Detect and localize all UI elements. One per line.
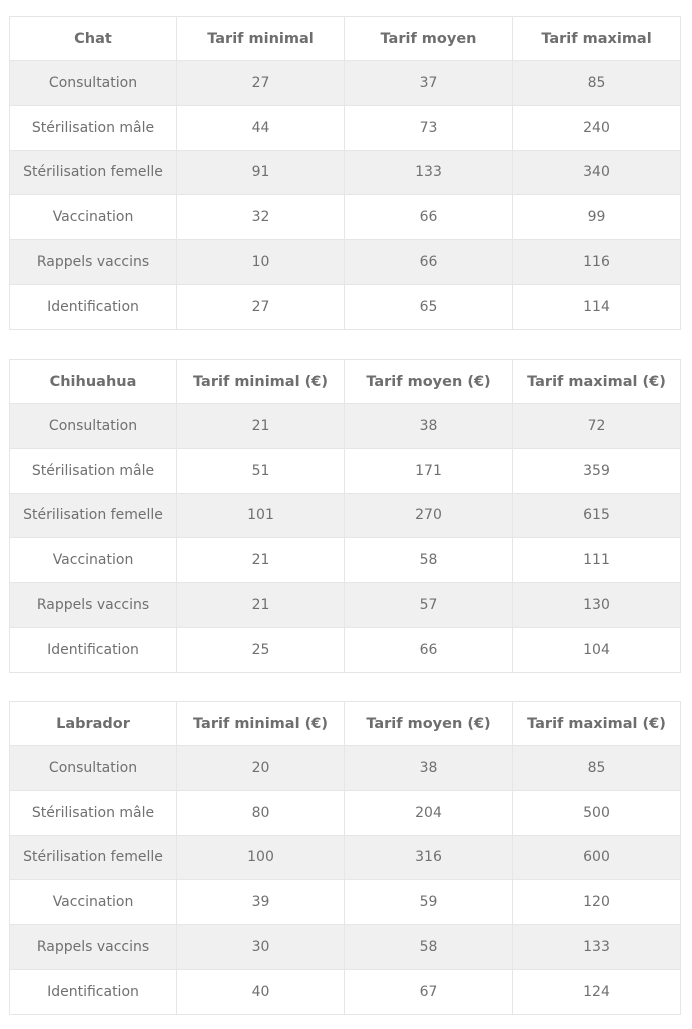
min-price-cell: 20 [177,746,345,791]
table-row [10,835,681,880]
table-header-row [10,360,681,404]
max-price-header: Tarif maximal (€) [513,360,681,404]
act-cell: Stérilisation femelle [10,835,177,880]
max-price-cell: 240 [513,105,681,150]
max-price-cell: 124 [513,969,681,1014]
act-cell: Consultation [10,61,177,106]
table-row [10,404,681,449]
max-price-cell: 359 [513,448,681,493]
table-row [10,627,681,672]
min-price-cell: 39 [177,880,345,925]
table-row [10,105,681,150]
price-table-chihuahua [9,359,681,673]
min-price-cell: 32 [177,195,345,240]
avg-price-cell: 58 [345,925,513,970]
max-price-cell: 133 [513,925,681,970]
min-price-cell: 80 [177,790,345,835]
table-row [10,195,681,240]
max-price-cell: 72 [513,404,681,449]
table-row [10,880,681,925]
max-price-cell: 500 [513,790,681,835]
max-price-cell: 85 [513,61,681,106]
act-cell: Identification [10,969,177,1014]
max-price-header: Tarif maximal (€) [513,702,681,746]
price-table-chat [9,16,681,330]
max-price-cell: 114 [513,284,681,329]
table-row [10,538,681,583]
animal-header: Labrador [10,702,177,746]
avg-price-cell: 316 [345,835,513,880]
table-row [10,284,681,329]
max-price-cell: 120 [513,880,681,925]
max-price-cell: 104 [513,627,681,672]
min-price-cell: 30 [177,925,345,970]
act-cell: Rappels vaccins [10,240,177,285]
avg-price-cell: 73 [345,105,513,150]
max-price-cell: 85 [513,746,681,791]
table-row [10,790,681,835]
max-price-cell: 340 [513,150,681,195]
avg-price-cell: 204 [345,790,513,835]
avg-price-cell: 65 [345,284,513,329]
table-row [10,150,681,195]
avg-price-header: Tarif moyen (€) [345,702,513,746]
price-table-labrador [9,701,681,1015]
max-price-cell: 99 [513,195,681,240]
table-header-row [10,17,681,61]
max-price-cell: 116 [513,240,681,285]
act-cell: Consultation [10,746,177,791]
min-price-cell: 27 [177,284,345,329]
min-price-header: Tarif minimal (€) [177,702,345,746]
min-price-cell: 21 [177,538,345,583]
table-row [10,925,681,970]
act-cell: Stérilisation mâle [10,448,177,493]
min-price-cell: 44 [177,105,345,150]
table-header-row [10,702,681,746]
table-row [10,583,681,628]
avg-price-header: Tarif moyen [345,17,513,61]
avg-price-header: Tarif moyen (€) [345,360,513,404]
animal-header: Chat [10,17,177,61]
table-row [10,969,681,1014]
avg-price-cell: 66 [345,195,513,240]
avg-price-cell: 67 [345,969,513,1014]
act-cell: Stérilisation femelle [10,493,177,538]
max-price-cell: 615 [513,493,681,538]
act-cell: Rappels vaccins [10,583,177,628]
max-price-cell: 111 [513,538,681,583]
min-price-cell: 101 [177,493,345,538]
avg-price-cell: 37 [345,61,513,106]
avg-price-cell: 133 [345,150,513,195]
min-price-cell: 10 [177,240,345,285]
min-price-header: Tarif minimal [177,17,345,61]
min-price-cell: 91 [177,150,345,195]
act-cell: Stérilisation mâle [10,105,177,150]
min-price-cell: 27 [177,61,345,106]
act-cell: Identification [10,627,177,672]
avg-price-cell: 270 [345,493,513,538]
table-row [10,240,681,285]
table-row [10,493,681,538]
avg-price-cell: 38 [345,404,513,449]
max-price-cell: 600 [513,835,681,880]
avg-price-cell: 38 [345,746,513,791]
table-row [10,746,681,791]
min-price-cell: 25 [177,627,345,672]
min-price-cell: 51 [177,448,345,493]
avg-price-cell: 66 [345,627,513,672]
table-row [10,61,681,106]
min-price-cell: 21 [177,404,345,449]
act-cell: Vaccination [10,538,177,583]
avg-price-cell: 171 [345,448,513,493]
avg-price-cell: 59 [345,880,513,925]
avg-price-cell: 66 [345,240,513,285]
act-cell: Vaccination [10,880,177,925]
act-cell: Stérilisation mâle [10,790,177,835]
animal-header: Chihuahua [10,360,177,404]
act-cell: Identification [10,284,177,329]
max-price-cell: 130 [513,583,681,628]
min-price-header: Tarif minimal (€) [177,360,345,404]
table-row [10,448,681,493]
max-price-header: Tarif maximal [513,17,681,61]
avg-price-cell: 57 [345,583,513,628]
avg-price-cell: 58 [345,538,513,583]
act-cell: Stérilisation femelle [10,150,177,195]
act-cell: Vaccination [10,195,177,240]
act-cell: Consultation [10,404,177,449]
min-price-cell: 40 [177,969,345,1014]
min-price-cell: 21 [177,583,345,628]
act-cell: Rappels vaccins [10,925,177,970]
min-price-cell: 100 [177,835,345,880]
